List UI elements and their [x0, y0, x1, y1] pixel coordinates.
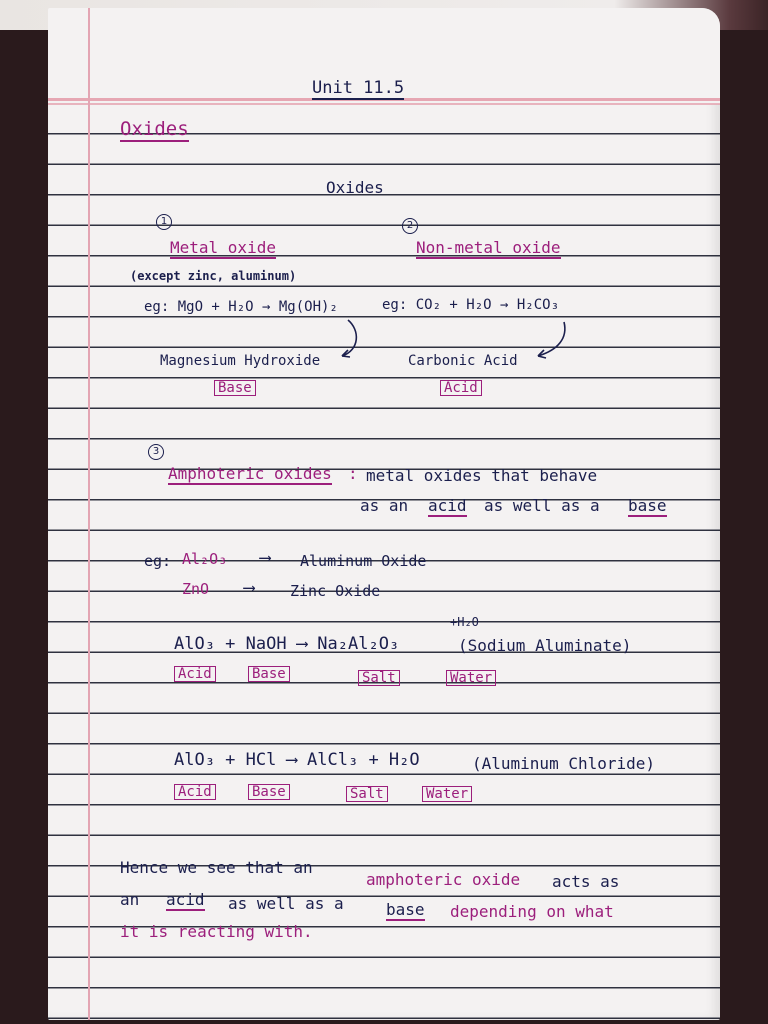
metal-exception: (except zinc, aluminum)	[130, 269, 297, 283]
amphoteric-definition-acid: acid	[428, 496, 467, 515]
nonmetal-number: 2	[402, 218, 418, 234]
header-margin-line-2	[48, 103, 720, 105]
example-1-arrow: ⟶	[260, 548, 271, 568]
nonmetal-curved-arrow	[534, 320, 574, 360]
reaction-2-tag-acid: Acid	[174, 784, 216, 800]
conclusion-line-3: it is reacting with.	[120, 922, 313, 941]
notebook-page	[48, 8, 720, 1020]
conclusion-line-2-acid: acid	[166, 890, 205, 909]
conclusion-line-2a: an	[120, 890, 140, 909]
example-2-formula: ZnO	[182, 580, 210, 598]
amphoteric-definition-base: base	[628, 496, 667, 515]
unit-heading: Unit 11.5	[312, 78, 405, 98]
amphoteric-number: 3	[148, 444, 164, 460]
example-1-name: Aluminum Oxide	[300, 552, 427, 570]
reaction-2-tag-base: Base	[248, 784, 290, 800]
conclusion-line-2b: as well as a	[228, 894, 344, 913]
conclusion-line-1a: Hence we see that an	[120, 858, 313, 877]
conclusion-line-2c: depending on what	[450, 902, 614, 921]
topic-title: Oxides	[120, 118, 189, 140]
metal-product: Magnesium Hydroxide	[160, 353, 321, 369]
diagram-title: Oxides	[326, 178, 384, 197]
metal-example: eg: MgO + H₂O → Mg(OH)₂	[144, 299, 338, 315]
example-2-name: Zinc Oxide	[290, 582, 381, 600]
reaction-2-equation: AlO₃ + HCl ⟶ AlCl₃ + H₂O	[174, 750, 420, 770]
conclusion-line-1c: acts as	[552, 872, 620, 891]
reaction-2-tag-salt: Salt	[346, 786, 388, 802]
nonmetal-type-tag: Acid	[440, 380, 482, 396]
left-margin-line	[88, 8, 90, 1020]
nonmetal-oxide-label: Non-metal oxide	[416, 238, 561, 257]
amphoteric-definition-1: metal oxides that behave	[366, 466, 598, 485]
metal-curved-arrow	[338, 318, 378, 358]
reaction-1-tag-salt: Salt	[358, 670, 400, 686]
conclusion-line-1b: amphoteric oxide	[366, 870, 521, 889]
reaction-2-tag-water: Water	[422, 786, 472, 802]
reaction-1-tag-water: Water	[446, 670, 496, 686]
amphoteric-colon: :	[348, 464, 358, 483]
amphoteric-label: Amphoteric oxides	[168, 464, 332, 483]
amphoteric-definition-2a: as an	[360, 496, 409, 515]
reaction-1-water-above: +H₂O	[450, 615, 479, 629]
examples-prefix: eg:	[144, 552, 172, 570]
example-1-formula: Al₂O₃	[182, 550, 228, 568]
reaction-1-tag-acid: Acid	[174, 666, 216, 682]
reaction-1-equation: AlO₃ + NaOH ⟶ Na₂Al₂O₃	[174, 634, 400, 654]
conclusion-line-2-base: base	[386, 900, 425, 919]
metal-type-tag: Base	[214, 380, 256, 396]
reaction-1-name: (Sodium Aluminate)	[458, 636, 632, 655]
amphoteric-definition-2b: as well as a	[484, 496, 600, 515]
example-2-arrow: ⟶	[244, 578, 255, 598]
nonmetal-product: Carbonic Acid	[408, 353, 518, 369]
metal-number: 1	[156, 214, 172, 230]
nonmetal-example: eg: CO₂ + H₂O → H₂CO₃	[382, 297, 560, 313]
metal-oxide-label: Metal oxide	[170, 238, 276, 257]
reaction-2-name: (Aluminum Chloride)	[472, 754, 656, 773]
reaction-1-tag-base: Base	[248, 666, 290, 682]
